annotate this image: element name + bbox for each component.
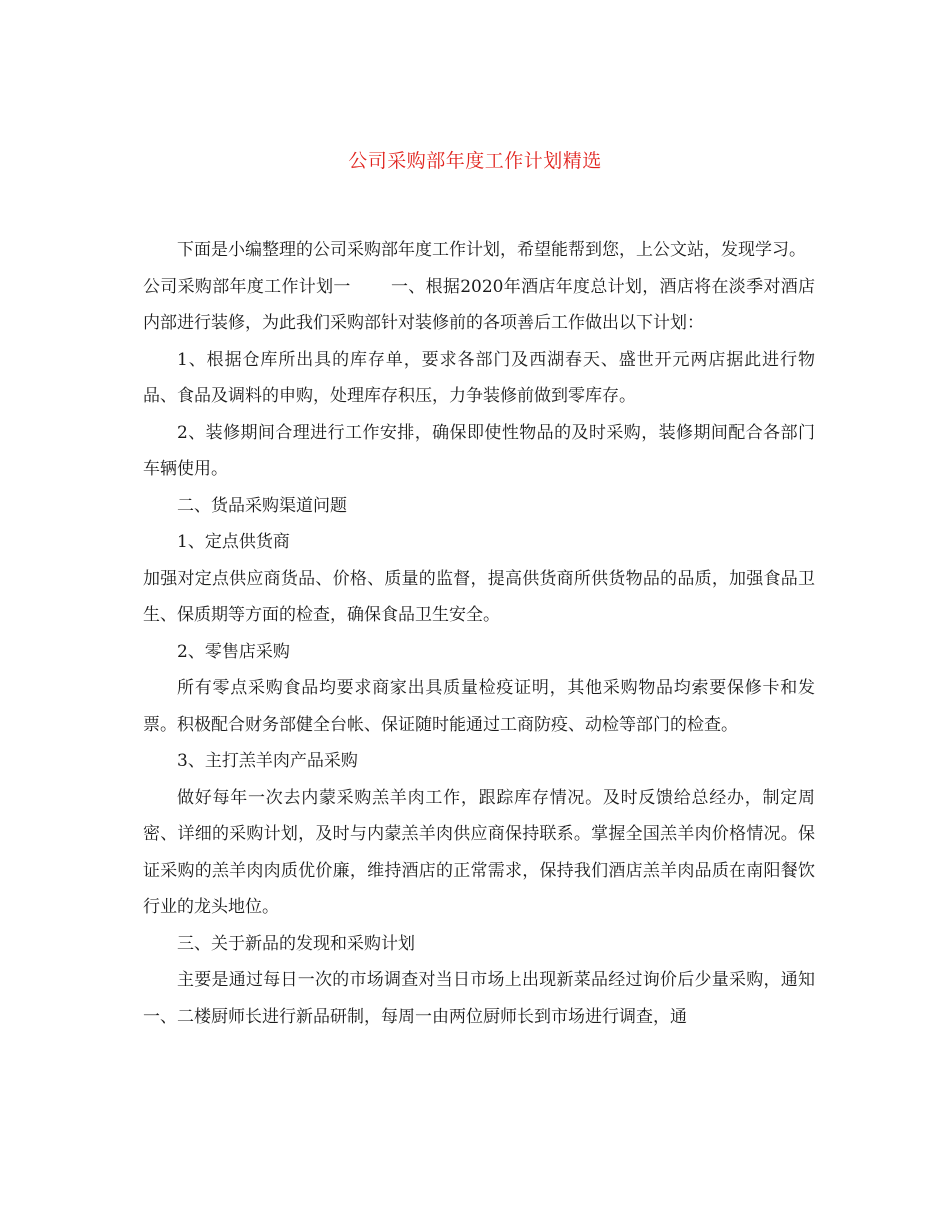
plan-heading: 公司采购部年度工作计划一 (143, 276, 351, 297)
item-2-1-body: 加强对定点供应商货品、价格、质量的监督，提高供货商所供货物品的品质，加强食品卫生、保质期等方面的检查，确保食品卫生安全。 (143, 568, 815, 625)
section-3-body: 主要是通过每日一次的市场调查对当日市场上出现新菜品经过询价后少量采购，通知一、二楼厨师长进行新品研制，每周一由两位厨师长到市场进行调查，通 (143, 970, 815, 1027)
section-3-heading: 三、关于新品的发现和采购计划 (177, 933, 415, 954)
item-2-2-body: 所有零点采购食品均要求商家出具质量检疫证明，其他采购物品均索要保修卡和发票。积极配合财务部健全台帐、保证随时能通过工商防疫、动检等部门的检查。 (143, 678, 815, 735)
plan-intro: 一、根据2020年酒店年度总计划，酒店将在淡季对酒店内部进行装修，为此我们采购部针对装修前的各项善后工作做出以下计划： (143, 276, 816, 333)
item-2-3-heading: 3、主打羔羊肉产品采购 (177, 751, 358, 771)
item-1-2-paragraph: 2、装修期间合理进行工作安排，确保即使性物品的及时采购，装修期间配合各部门车辆使用。 (143, 422, 815, 479)
document-title: 公司采购部年度工作计划精选 (348, 150, 602, 172)
section-2-heading: 二、货品采购渠道问题 (177, 495, 347, 516)
item-2-2-heading: 2、零售店采购 (177, 641, 290, 662)
item-2-1-heading: 1、定点供货商 (177, 532, 290, 552)
intro-paragraph: 下面是小编整理的公司采购部年度工作计划，希望能帮到您，上公文站，发现学习。 (177, 240, 806, 260)
document-body (143, 232, 815, 1035)
plan-heading-paragraph (143, 269, 815, 342)
item-1-1-paragraph: 1、根据仓库所出具的库存单，要求各部门及西湖春天、盛世开元两店据此进行物品、食品及调料的申购，处理库存积压，力争装修前做到零库存。 (143, 349, 815, 406)
item-2-3-body: 做好每年一次去内蒙采购羔羊肉工作，跟踪库存情况。及时反馈给总经办，制定周密、详细的采购计划，及时与内蒙羔羊肉供应商保持联系。掌握全国羔羊肉价格情况。保证采购的羔羊肉肉质优价廉，维持酒店的正常需求，保持我们酒店羔羊肉品质在南阳餐饮行业的龙头地位。 (143, 787, 815, 917)
